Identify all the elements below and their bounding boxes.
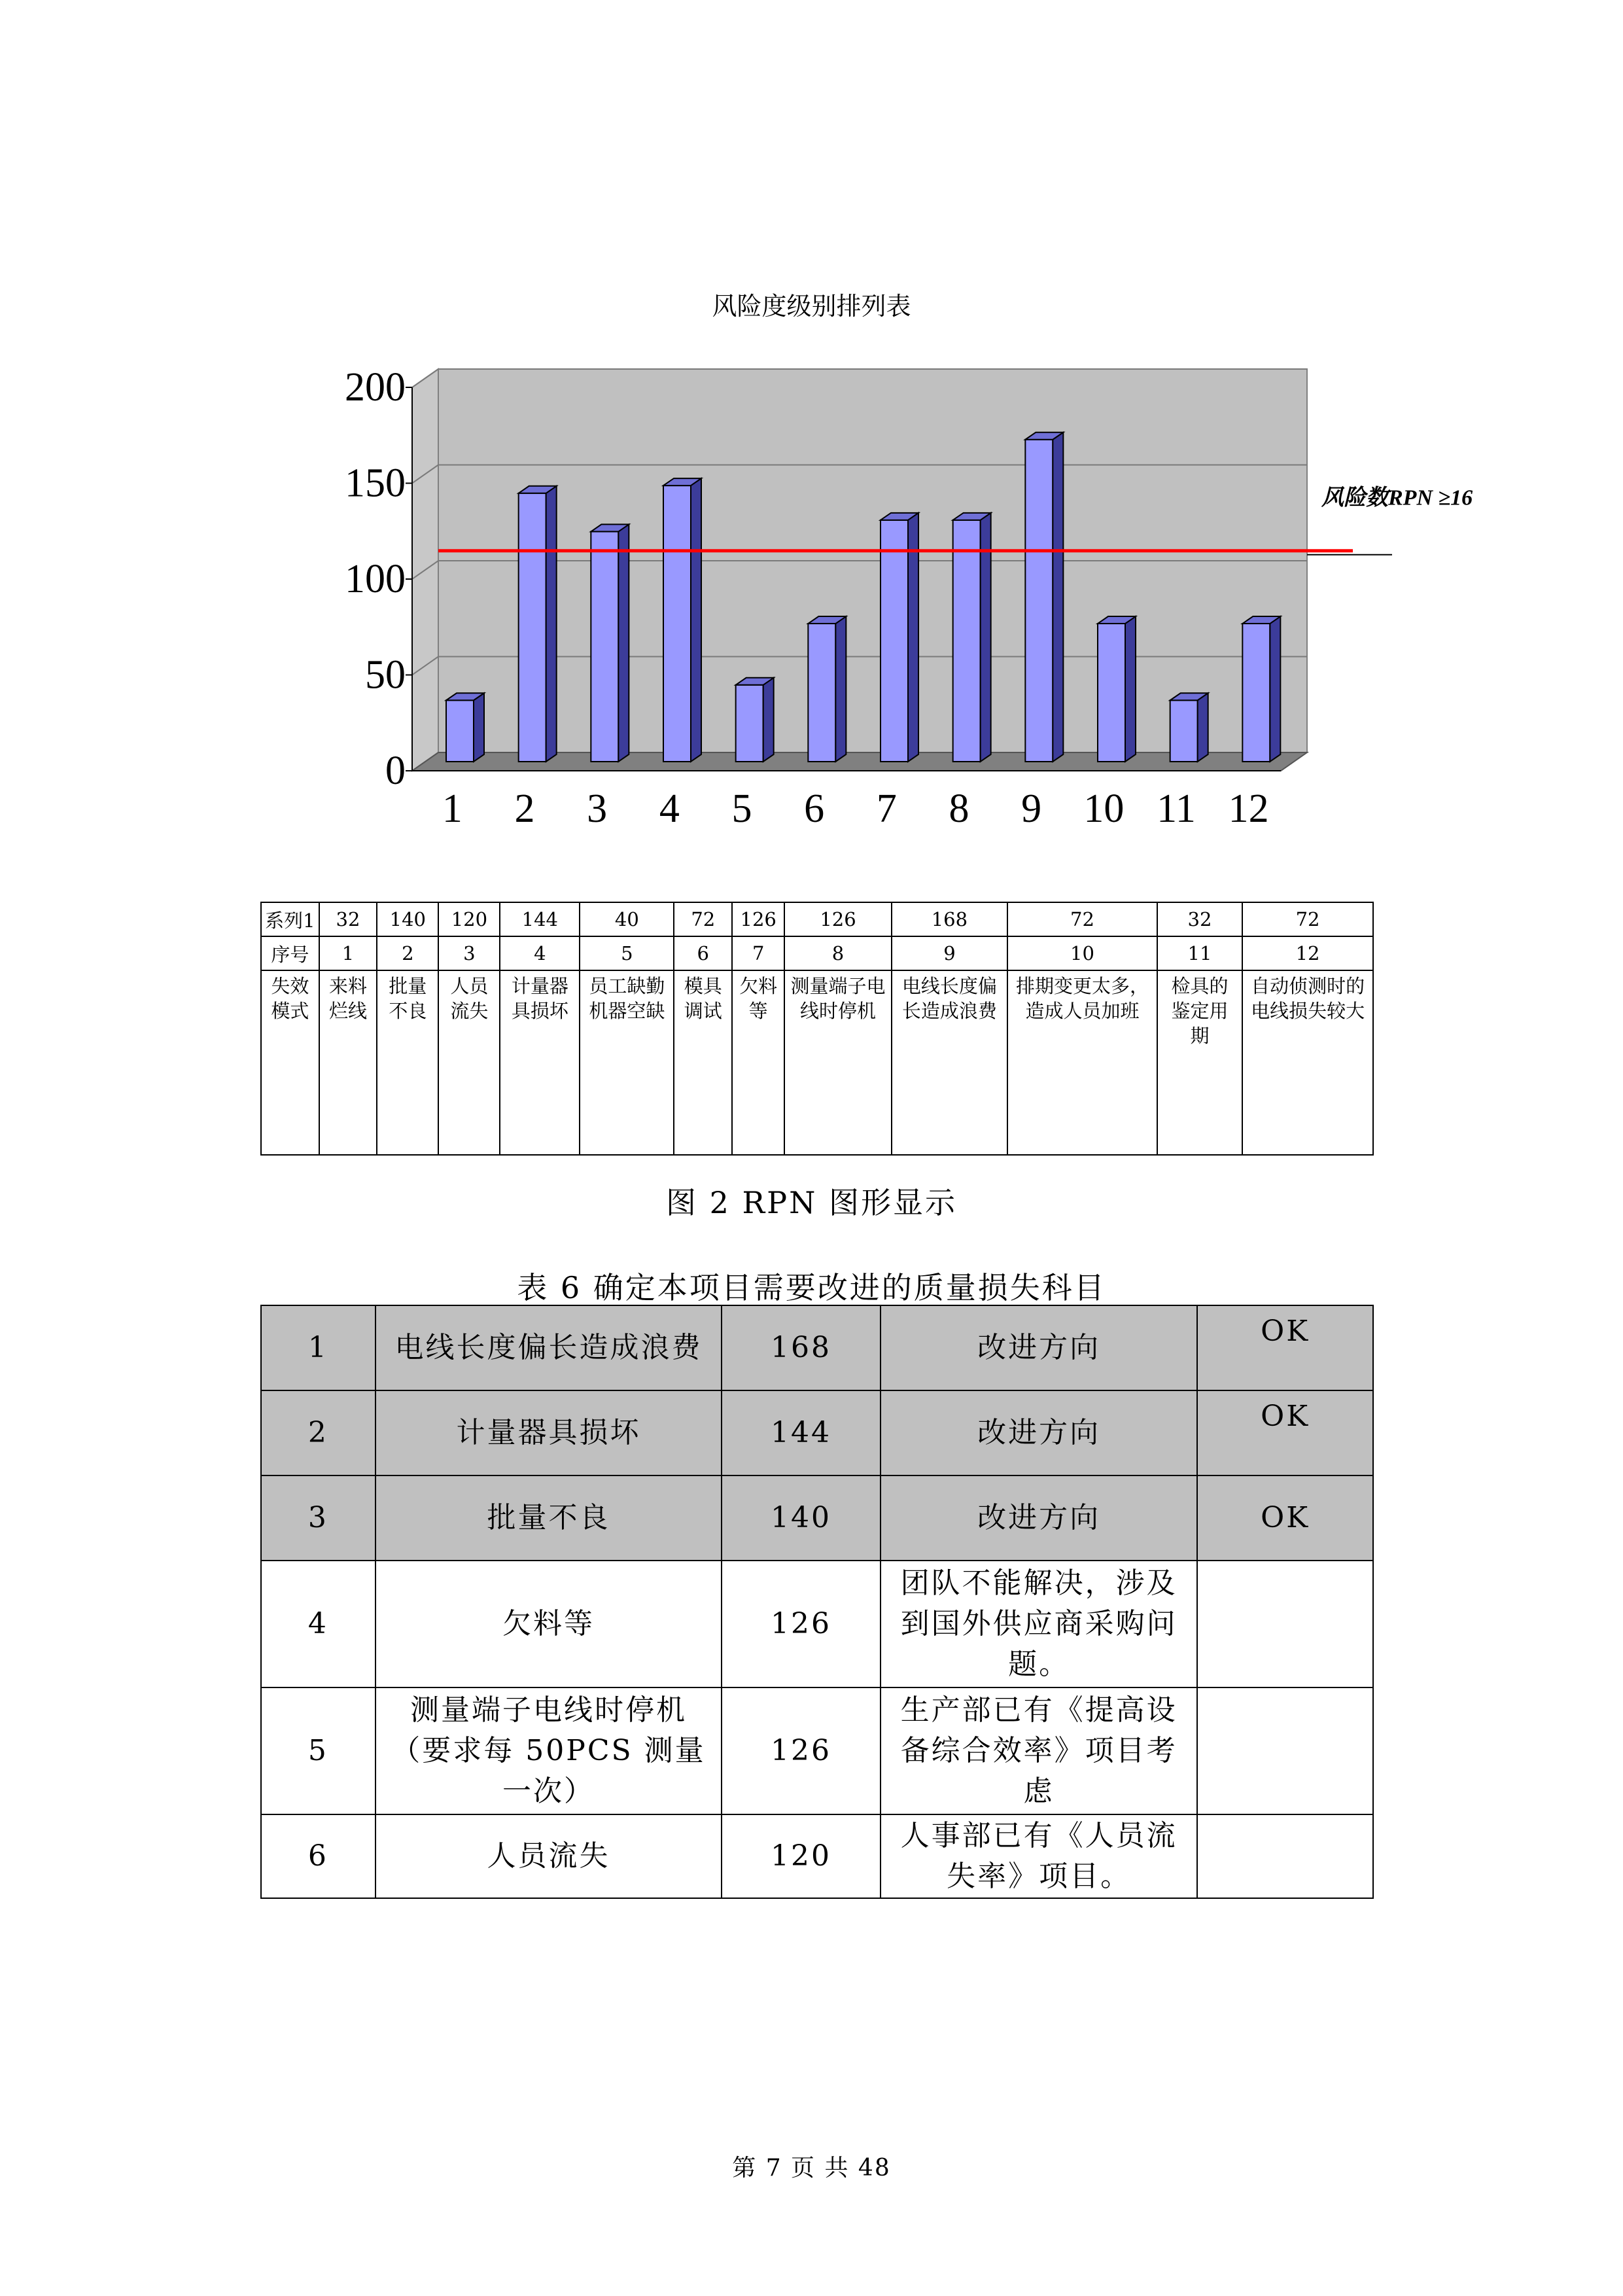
improvement-row — [261, 1475, 1373, 1561]
series-value-cell: 140 — [377, 902, 438, 936]
row-number: 4 — [261, 1561, 375, 1687]
result-status — [1197, 1561, 1373, 1687]
x-tick-label: 10 — [1083, 786, 1125, 831]
index-cell: 9 — [892, 936, 1007, 970]
y-tick-label: 150 — [345, 461, 406, 506]
bar-front — [446, 700, 474, 762]
failure-label: 失效模式 — [261, 970, 319, 1155]
x-tick-labels — [442, 786, 1269, 831]
series-value-cell: 120 — [438, 902, 500, 936]
bar-front — [663, 486, 691, 762]
bar-side — [618, 524, 629, 762]
y-tick-label: 100 — [345, 557, 406, 601]
failure-mode-cell: 批量不良 — [377, 970, 438, 1155]
bar-side — [1198, 693, 1208, 762]
figure-caption: 图 2 RPN 图形显示 — [666, 1185, 957, 1220]
action-text: 改进方向 — [881, 1390, 1197, 1475]
index-cell: 5 — [580, 936, 674, 970]
bar-front — [1242, 624, 1270, 762]
action-text: 团队不能解决，涉及到国外供应商采购问题。 — [881, 1561, 1197, 1687]
rpn-value: 140 — [722, 1475, 881, 1561]
rpn-value: 120 — [722, 1814, 881, 1898]
bar-front — [1098, 624, 1125, 762]
loss-item: 批量不良 — [375, 1475, 722, 1561]
index-cell: 3 — [438, 936, 500, 970]
index-cell: 11 — [1157, 936, 1242, 970]
bar — [663, 478, 701, 762]
table-caption: 表 6 确定本项目需要改进的质量损失科目 — [517, 1270, 1106, 1305]
series-value-cell: 32 — [1157, 902, 1242, 936]
improvement-row — [261, 1687, 1373, 1814]
y-tick-label: 200 — [345, 365, 406, 410]
index-row — [261, 936, 1373, 970]
bar-front — [881, 520, 908, 762]
x-tick-label: 6 — [804, 786, 825, 831]
bar — [1170, 693, 1208, 762]
improvement-row — [261, 1814, 1373, 1898]
index-cell: 4 — [500, 936, 580, 970]
bar — [1025, 433, 1063, 762]
bar-side — [474, 693, 484, 762]
rpn-value: 144 — [722, 1390, 881, 1475]
series-value-cell: 40 — [580, 902, 674, 936]
index-label: 序号 — [261, 936, 319, 970]
loss-item: 电线长度偏长造成浪费 — [375, 1305, 722, 1390]
improvement-row — [261, 1561, 1373, 1687]
failure-mode-cell: 计量器具损坏 — [500, 970, 580, 1155]
improvement-table — [260, 1305, 1374, 1899]
bar-side — [1053, 433, 1063, 762]
series-values-row — [261, 902, 1373, 936]
row-number: 6 — [261, 1814, 375, 1898]
bar-side — [691, 478, 701, 762]
bar — [736, 678, 774, 762]
bar-front — [808, 624, 835, 762]
failure-mode-cell: 测量端子电线时停机 — [784, 970, 891, 1155]
index-cell: 6 — [674, 936, 732, 970]
rpn-value: 126 — [722, 1561, 881, 1687]
loss-item: 测量端子电线时停机（要求每 50PCS 测量一次） — [375, 1687, 722, 1814]
index-cell: 12 — [1242, 936, 1373, 970]
bar-side — [1125, 616, 1136, 762]
improvement-row — [261, 1305, 1373, 1390]
bar-front — [1025, 440, 1053, 762]
bar — [808, 616, 846, 762]
row-number: 2 — [261, 1390, 375, 1475]
improvement-row — [261, 1390, 1373, 1475]
bar-side — [835, 616, 846, 762]
index-cell: 7 — [732, 936, 784, 970]
bar-front — [736, 685, 763, 762]
result-status — [1197, 1687, 1373, 1814]
action-text: 人事部已有《人员流失率》项目。 — [881, 1814, 1197, 1898]
bar-front — [519, 493, 546, 762]
series-value-cell: 168 — [892, 902, 1007, 936]
x-tick-label: 9 — [1021, 786, 1042, 831]
x-tick-label: 4 — [659, 786, 680, 831]
action-text: 改进方向 — [881, 1475, 1197, 1561]
bar — [519, 486, 557, 762]
row-number: 1 — [261, 1305, 375, 1390]
x-tick-label: 7 — [876, 786, 897, 831]
result-status: OK — [1197, 1390, 1373, 1475]
bar-front — [591, 531, 618, 762]
index-cell: 8 — [784, 936, 891, 970]
failure-mode-cell: 员工缺勤机器空缺 — [580, 970, 674, 1155]
failure-mode-cell: 自动侦测时的电线损失较大 — [1242, 970, 1373, 1155]
y-tick-labels — [345, 365, 406, 793]
index-cell: 2 — [377, 936, 438, 970]
result-status: OK — [1197, 1475, 1373, 1561]
failure-mode-cell: 电线长度偏长造成浪费 — [892, 970, 1007, 1155]
series-label: 系列1 — [261, 902, 319, 936]
chart-data-table — [260, 902, 1374, 1156]
rpn-value: 168 — [722, 1305, 881, 1390]
series-value-cell: 72 — [1242, 902, 1373, 936]
action-text: 改进方向 — [881, 1305, 1197, 1390]
x-tick-label: 3 — [587, 786, 608, 831]
y-tick-label: 50 — [365, 652, 406, 698]
bar — [591, 524, 629, 762]
bar-front — [953, 520, 981, 762]
failure-mode-cell: 检具的鉴定用期 — [1157, 970, 1242, 1155]
result-status — [1197, 1814, 1373, 1898]
loss-item: 计量器具损坏 — [375, 1390, 722, 1475]
x-tick-label: 11 — [1157, 786, 1196, 831]
bar-front — [1170, 700, 1198, 762]
result-status: OK — [1197, 1305, 1373, 1390]
x-tick-label: 1 — [442, 786, 462, 831]
bar — [1242, 616, 1280, 762]
x-tick-label: 2 — [514, 786, 535, 831]
loss-item: 欠料等 — [375, 1561, 722, 1687]
failure-mode-cell: 模具调试 — [674, 970, 732, 1155]
index-cell: 10 — [1007, 936, 1157, 970]
page-footer: 第 7 页 共 48 — [732, 2155, 891, 2181]
bar — [446, 693, 484, 762]
x-tick-label: 8 — [949, 786, 969, 831]
chart-title: 风险度级别排列表 — [712, 292, 911, 321]
failure-mode-row — [261, 970, 1373, 1155]
failure-mode-cell: 排期变更太多，造成人员加班 — [1007, 970, 1157, 1155]
series-value-cell: 72 — [1007, 902, 1157, 936]
y-tick-label: 0 — [385, 749, 406, 793]
failure-mode-cell: 人员流失 — [438, 970, 500, 1155]
loss-item: 人员流失 — [375, 1814, 722, 1898]
series-value-cell: 32 — [319, 902, 377, 936]
series-value-cell: 72 — [674, 902, 732, 936]
series-value-cell: 126 — [784, 902, 891, 936]
threshold-label: 风险数RPN ≥16 — [1321, 486, 1473, 510]
row-number: 3 — [261, 1475, 375, 1561]
x-tick-label: 5 — [731, 786, 752, 831]
rpn-bar-chart — [327, 347, 1473, 844]
series-value-cell: 144 — [500, 902, 580, 936]
failure-mode-cell: 来料烂线 — [319, 970, 377, 1155]
bar-side — [1270, 616, 1280, 762]
action-text: 生产部已有《提高设备综合效率》项目考虑 — [881, 1687, 1197, 1814]
failure-mode-cell: 欠料等 — [732, 970, 784, 1155]
bar-side — [546, 486, 557, 762]
index-cell: 1 — [319, 936, 377, 970]
x-tick-label: 12 — [1228, 786, 1269, 831]
series-value-cell: 126 — [732, 902, 784, 936]
bar — [1098, 616, 1136, 762]
row-number: 5 — [261, 1687, 375, 1814]
rpn-value: 126 — [722, 1687, 881, 1814]
bar-side — [763, 678, 774, 762]
